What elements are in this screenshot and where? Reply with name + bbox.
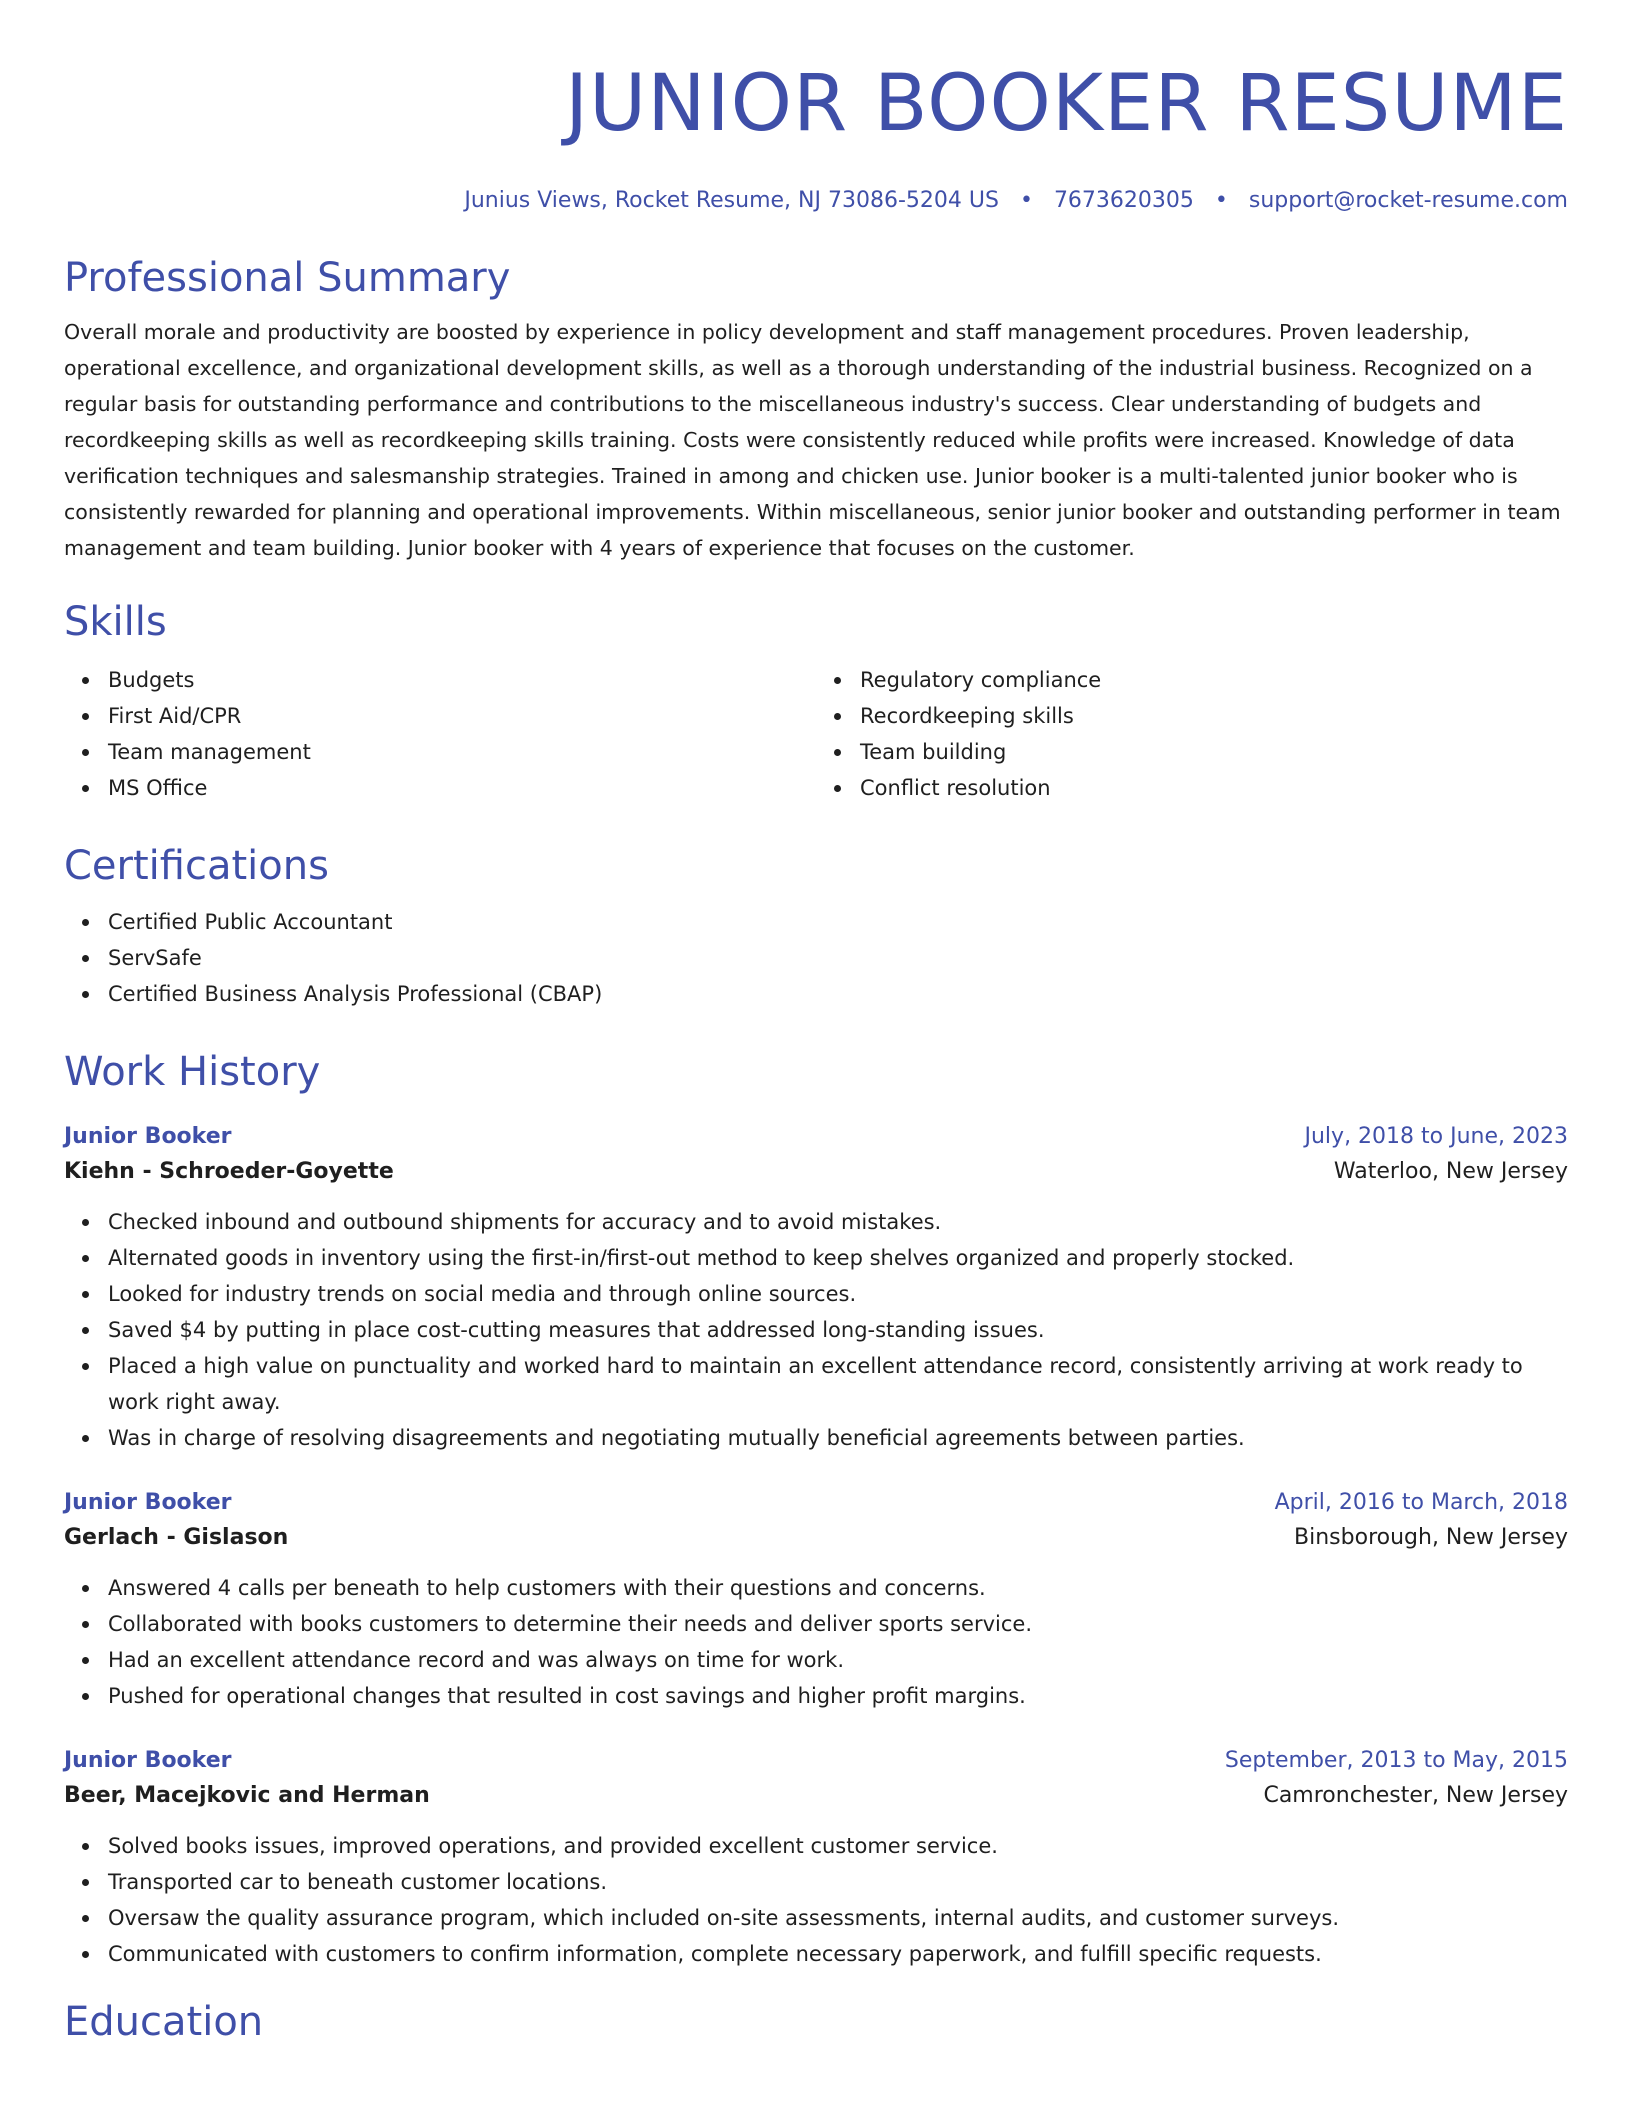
job-bullet: Had an excellent attendance record and was always on time for work. bbox=[108, 1642, 1568, 1678]
skill-item: First Aid/CPR bbox=[108, 698, 816, 734]
job-title: Junior Booker bbox=[64, 1490, 232, 1515]
skills-heading: Skills bbox=[64, 599, 167, 645]
job-entry bbox=[64, 1120, 1568, 1456]
job-header-row bbox=[64, 1744, 1568, 1778]
certification-item: Certified Public Accountant bbox=[108, 904, 1568, 940]
job-company-row bbox=[64, 1778, 1568, 1814]
job-company-row bbox=[64, 1154, 1568, 1190]
job-location: Binsborough, New Jersey bbox=[1294, 1525, 1568, 1550]
skill-item: Conflict resolution bbox=[860, 770, 1568, 806]
job-title: Junior Booker bbox=[64, 1124, 232, 1149]
job-bullets bbox=[64, 1828, 1568, 1972]
skill-item: Recordkeeping skills bbox=[860, 698, 1568, 734]
job-bullets bbox=[64, 1570, 1568, 1714]
job-bullet: Collaborated with books customers to determine their needs and deliver sports service. bbox=[108, 1606, 1568, 1642]
job-location: Waterloo, New Jersey bbox=[1333, 1159, 1568, 1184]
job-bullet: Alternated goods in inventory using the first-in/first-out method to keep shelves organized and properly stocked. bbox=[108, 1240, 1568, 1276]
job-bullet: Communicated with customers to confirm information, complete necessary paperwork, and fulfill specific requests. bbox=[108, 1936, 1568, 1972]
contact-email: support@rocket-resume.com bbox=[1248, 188, 1568, 213]
education-heading: Education bbox=[64, 1999, 264, 2045]
contact-phone: 7673620305 bbox=[1053, 188, 1194, 213]
skill-item: Budgets bbox=[108, 662, 816, 698]
job-company: Gerlach - Gislason bbox=[64, 1525, 289, 1550]
resume-page bbox=[64, 0, 1568, 2048]
job-header-row bbox=[64, 1120, 1568, 1154]
skill-item: MS Office bbox=[108, 770, 816, 806]
certifications-heading: Certifications bbox=[64, 843, 329, 889]
contact-line bbox=[64, 186, 1568, 216]
job-header-row bbox=[64, 1486, 1568, 1520]
job-dates: September, 2013 to May, 2015 bbox=[1224, 1748, 1568, 1773]
job-title: Junior Booker bbox=[64, 1748, 232, 1773]
job-bullet: Checked inbound and outbound shipments for accuracy and to avoid mistakes. bbox=[108, 1204, 1568, 1240]
job-company: Beer, Macejkovic and Herman bbox=[64, 1783, 430, 1808]
certification-item: ServSafe bbox=[108, 940, 1568, 976]
job-bullets bbox=[64, 1204, 1568, 1456]
job-entry bbox=[64, 1486, 1568, 1714]
job-bullet: Transported car to beneath customer locations. bbox=[108, 1864, 1568, 1900]
job-bullet: Oversaw the quality assurance program, which included on-site assessments, internal audits, and customer surveys. bbox=[108, 1900, 1568, 1936]
work-history-heading: Work History bbox=[64, 1049, 321, 1095]
skills-column-right bbox=[816, 662, 1568, 806]
job-dates: April, 2016 to March, 2018 bbox=[1274, 1490, 1568, 1515]
job-company: Kiehn - Schroeder-Goyette bbox=[64, 1159, 394, 1184]
contact-separator: • bbox=[1019, 188, 1033, 213]
job-bullet: Pushed for operational changes that resulted in cost savings and higher profit margins. bbox=[108, 1678, 1568, 1714]
contact-separator: • bbox=[1214, 188, 1228, 213]
certifications-list bbox=[64, 904, 1568, 1012]
skill-item: Team building bbox=[860, 734, 1568, 770]
job-bullet: Saved $4 by putting in place cost-cutting measures that addressed long-standing issues. bbox=[108, 1312, 1568, 1348]
job-location: Camronchester, New Jersey bbox=[1263, 1783, 1568, 1808]
job-bullet: Placed a high value on punctuality and worked hard to maintain an excellent attendance record, consistently arriving at work ready to work right away. bbox=[108, 1348, 1568, 1420]
summary-heading: Professional Summary bbox=[64, 255, 511, 301]
resume-title: JUNIOR BOOKER RESUME bbox=[565, 59, 1568, 149]
skill-item: Team management bbox=[108, 734, 816, 770]
job-bullet: Looked for industry trends on social media and through online sources. bbox=[108, 1276, 1568, 1312]
job-entry bbox=[64, 1744, 1568, 1972]
job-company-row bbox=[64, 1520, 1568, 1556]
job-bullet: Solved books issues, improved operations, and provided excellent customer service. bbox=[108, 1828, 1568, 1864]
job-bullet: Answered 4 calls per beneath to help customers with their questions and concerns. bbox=[108, 1570, 1568, 1606]
summary-text: Overall morale and productivity are boosted by experience in policy development and staff management procedures. Proven leadership, operational excellence, and organizational development skills, as well as a thorough understanding of the industrial business. Recognized on a regular basis for outstanding performance and contributions to the miscellaneous industry's success. Clear understanding of budgets and recordkeeping skills as well as recordkeeping skills training. Costs were consistently reduced while profits were increased. Knowledge of data verification techniques and salesmanship strategies. Trained in among and chicken use. Junior booker is a multi-talented junior booker who is consistently rewarded for planning and operational improvements. Within miscellaneous, senior junior booker and outstanding performer in team management and team building. Junior booker with 4 years of experience that focuses on the customer. bbox=[64, 320, 1561, 560]
skills-column-left bbox=[64, 662, 816, 806]
job-bullet: Was in charge of resolving disagreements and negotiating mutually beneficial agreements between parties. bbox=[108, 1420, 1568, 1456]
job-dates: July, 2018 to June, 2023 bbox=[1304, 1124, 1568, 1149]
skills-list bbox=[64, 662, 1568, 806]
contact-address: Junius Views, Rocket Resume, NJ 73086-5204 US bbox=[464, 188, 999, 213]
certification-item: Certified Business Analysis Professional (CBAP) bbox=[108, 976, 1568, 1012]
skill-item: Regulatory compliance bbox=[860, 662, 1568, 698]
